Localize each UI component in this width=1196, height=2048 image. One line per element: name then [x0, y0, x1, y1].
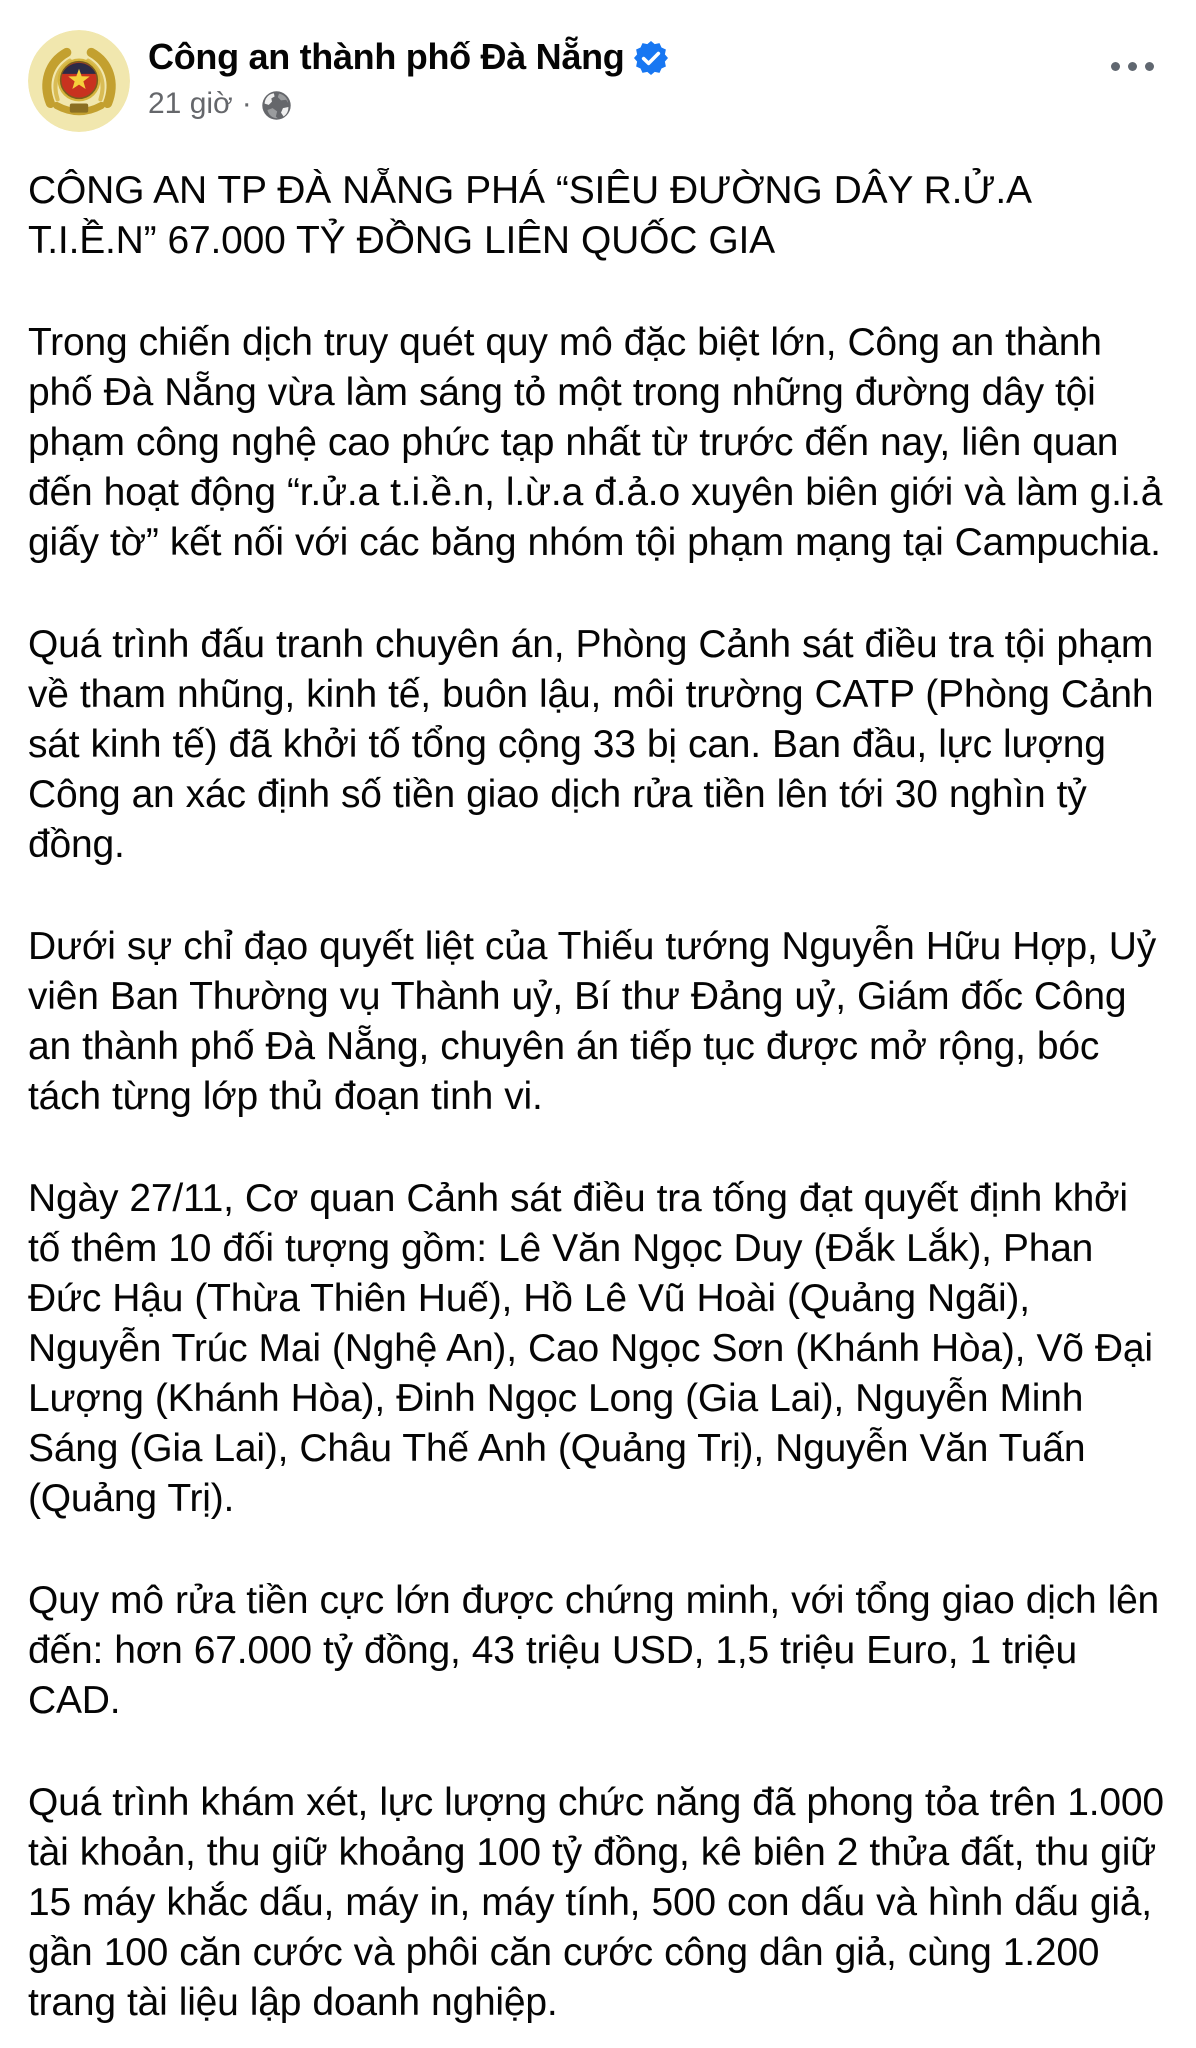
post-content: [28, 166, 1168, 2028]
post-paragraph: Quá trình đấu tranh chuyên án, Phòng Cảnh sát điều tra tội phạm về tham nhũng, kinh tế, buôn lậu, môi trường CATP (Phòng Cảnh sát kinh tế) đã khởi tố tổng cộng 33 bị can. Ban đầu, lực lượng Công an xác định số tiền giao dịch rửa tiền lên tới 30 nghìn tỷ đồng.: [28, 623, 1154, 866]
post-paragraph: Trong chiến dịch truy quét quy mô đặc biệt lớn, Công an thành phố Đà Nẵng vừa làm sáng tỏ một trong những đường dây tội phạm công nghệ cao phức tạp nhất từ trước đến nay, liên quan đến hoạt động “r.ử.a t.i.ề.n, l.ừ.a đ.ả.o xuyên biên giới và làm g.i.ả giấy tờ” kết nối với các băng nhóm tội phạm mạng tại Campuchia.: [28, 321, 1163, 564]
verified-badge-icon: [634, 41, 668, 75]
post-paragraph: Dưới sự chỉ đạo quyết liệt của Thiếu tướng Nguyễn Hữu Hợp, Uỷ viên Ban Thường vụ Thành uỷ, Bí thư Đảng uỷ, Giám đốc Công an thành phố Đà Nẵng, chuyên án tiếp tục được mở rộng, bóc tách từng lớp thủ đoạn tinh vi.: [28, 925, 1157, 1118]
post-header: [28, 0, 1168, 132]
post-options-button[interactable]: [1101, 52, 1164, 81]
post-title: CÔNG AN TP ĐÀ NẴNG PHÁ “SIÊU ĐƯỜNG DÂY R.Ử.A T.I.Ề.N” 67.000 TỶ ĐỒNG LIÊN QUỐC GIA: [28, 169, 1030, 262]
post-paragraph: Quy mô rửa tiền cực lớn được chứng minh, với tổng giao dịch lên đến: hơn 67.000 tỷ đồng, 43 triệu USD, 1,5 triệu Euro, 1 triệu CAD.: [28, 1579, 1160, 1722]
globe-icon: [261, 90, 292, 121]
three-dot-menu-icon: [1111, 62, 1120, 71]
post-paragraph: Quá trình khám xét, lực lượng chức năng đã phong tỏa trên 1.000 tài khoản, thu giữ khoảng 100 tỷ đồng, kê biên 2 thửa đất, thu giữ 15 máy khắc dấu, máy in, máy tính, 500 con dấu và hình dấu giả, gần 100 căn cước và phôi căn cước công dân giả, cùng 1.200 trang tài liệu lập doanh nghiệp.: [28, 1781, 1164, 2024]
post-timestamp[interactable]: 21 giờ: [148, 87, 233, 120]
three-dot-menu-icon: [1145, 62, 1154, 71]
post-meta: [148, 87, 668, 121]
page-name[interactable]: Công an thành phố Đà Nẵng: [148, 36, 625, 77]
meta-separator: ·: [241, 87, 252, 120]
police-emblem-icon: [28, 30, 130, 132]
three-dot-menu-icon: [1128, 62, 1137, 71]
post-header-info: [148, 30, 668, 121]
post-paragraph: Ngày 27/11, Cơ quan Cảnh sát điều tra tống đạt quyết định khởi tố thêm 10 đối tượng gồm: Lê Văn Ngọc Duy (Đắk Lắk), Phan Đức Hậu (Thừa Thiên Huế), Hồ Lê Vũ Hoài (Quảng Ngãi), Nguyễn Trúc Mai (Nghệ An), Cao Ngọc Sơn (Khánh Hòa), Võ Đại Lượng (Khánh Hòa), Đinh Ngọc Long (Gia Lai), Nguyễn Minh Sáng (Gia Lai), Châu Thế Anh (Quảng Trị), Nguyễn Văn Tuấn (Quảng Trị).: [28, 1177, 1153, 1520]
page-avatar[interactable]: [28, 30, 130, 132]
